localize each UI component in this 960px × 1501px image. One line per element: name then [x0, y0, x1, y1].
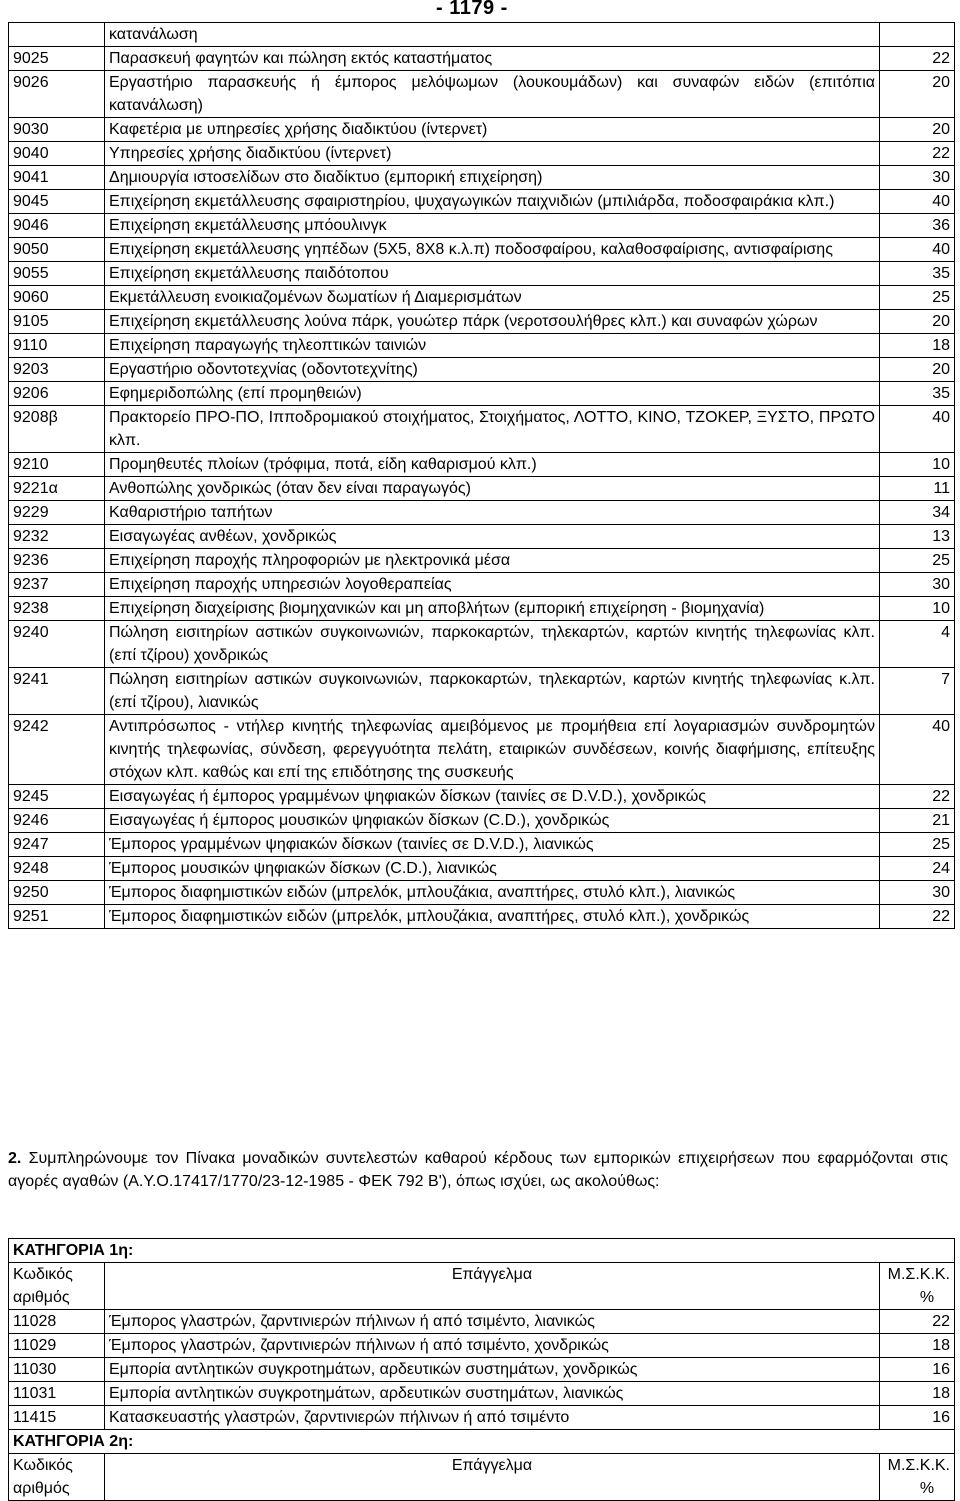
rate-cell: 18: [879, 1382, 954, 1406]
code-header-line1: Κωδικός: [13, 1266, 73, 1283]
description-cell: Έμπορος γλαστρών, ζαρντινιερών πήλινων ή από τσιμέντο, χονδρικώς: [105, 1334, 880, 1358]
description-cell: Εργαστήριο παρασκευής ή έμπορος μελόψωμων (λουκουμάδων) και συναφών ειδών (επιτόπια κατανάλωση): [105, 71, 880, 118]
description-cell: Έμπορος μουσικών ψηφιακών δίσκων (C.D.), λιανικώς: [105, 857, 880, 881]
code-cell: 9247: [9, 833, 105, 857]
table-row: [9, 47, 955, 71]
description-cell: Έμπορος διαφημιστικών ειδών (μπρελόκ, μπλουζάκια, αναπτήρες, στυλό κλπ.), λιανικώς: [105, 881, 880, 905]
table-row: [9, 406, 955, 453]
description-cell: Επιχείρηση παροχής πληροφοριών με ηλεκτρονικά μέσα: [105, 549, 880, 573]
code-header: [9, 1263, 105, 1310]
table-row: [9, 71, 955, 118]
table-row: [9, 857, 955, 881]
rate-cell: 20: [880, 358, 955, 382]
rate-cell: 18: [879, 1334, 954, 1358]
code-cell: 9025: [9, 47, 105, 71]
occupation-header: Επάγγελμα: [105, 1454, 880, 1501]
table-row: [9, 1358, 955, 1382]
table-row: [9, 715, 955, 785]
description-cell: Επιχείρηση παροχής υπηρεσιών λογοθεραπείας: [105, 573, 880, 597]
description-cell: Παρασκευή φαγητών και πώληση εκτός καταστήματος: [105, 47, 880, 71]
rate-cell: 18: [880, 334, 955, 358]
rate-cell: 22: [880, 142, 955, 166]
rate-cell: 40: [880, 715, 955, 785]
category-2-label: ΚΑΤΗΓΟΡΙΑ 2η:: [9, 1430, 955, 1454]
code-cell: 9241: [9, 668, 105, 715]
table-row: [9, 549, 955, 573]
table-row: [9, 1310, 955, 1334]
table-row: [9, 881, 955, 905]
description-cell: Εμπορία αντλητικών συγκροτημάτων, αρδευτικών συστημάτων, λιανικώς: [105, 1382, 880, 1406]
description-cell: Αντιπρόσωπος - ντήλερ κινητής τηλεφωνίας αμειβόμενος με προμήθεια επί λογαριασμών συνδρομητών κινητής τηλεφωνίας, σύνδεση, φερεγγυότητα πελάτη, εταιρικών συνδέσεων, κοινής διαφήμισης, επίτευξης στόχων κλπ. καθώς και επί της επιδότησης της συσκευής: [105, 715, 880, 785]
description-cell: Δημιουργία ιστοσελίδων στο διαδίκτυο (εμπορική επιχείρηση): [105, 166, 880, 190]
rate-cell: 40: [880, 406, 955, 453]
rate-header-line2: %: [919, 1480, 935, 1497]
code-cell: 9208β: [9, 406, 105, 453]
table-row: [9, 118, 955, 142]
rate-cell: 20: [880, 118, 955, 142]
code-cell: 11029: [9, 1334, 105, 1358]
code-header-line2: αριθμός: [13, 1289, 70, 1306]
code-cell: 9030: [9, 118, 105, 142]
description-cell: Επιχείρηση εκμετάλλευσης σφαιριστηρίου, ψυχαγωγικών παιχνιδιών (μπιλιάρδα, ποδοσφαιράκια κλπ.): [105, 190, 880, 214]
table-row: [9, 142, 955, 166]
table-row: [9, 262, 955, 286]
code-cell: 9245: [9, 785, 105, 809]
description-cell: Κατασκευαστής γλαστρών, ζαρντινιερών πήλινων ή από τσιμέντο: [105, 1406, 880, 1430]
table-row: [9, 334, 955, 358]
code-cell: 9229: [9, 501, 105, 525]
rate-cell: 16: [879, 1358, 954, 1382]
description-cell: Καφετέρια με υπηρεσίες χρήσης διαδικτύου (ίντερνετ): [105, 118, 880, 142]
table-row: [9, 1334, 955, 1358]
rate-cell: 25: [880, 549, 955, 573]
code-cell: 9041: [9, 166, 105, 190]
code-cell: 9232: [9, 525, 105, 549]
coefficients-table-continued: [8, 22, 955, 929]
rate-cell: 4: [880, 621, 955, 668]
rate-cell: 40: [880, 238, 955, 262]
rate-header-line1: Μ.Σ.Κ.Κ.: [887, 1457, 950, 1474]
code-cell: 9242: [9, 715, 105, 785]
rate-cell: 21: [880, 809, 955, 833]
occupation-header: Επάγγελμα: [105, 1263, 880, 1310]
code-header: [9, 1454, 105, 1501]
page-number: - 1179 -: [436, 0, 508, 19]
code-cell: 9203: [9, 358, 105, 382]
rate-cell: 22: [879, 1310, 954, 1334]
code-cell: [9, 23, 105, 47]
table-row: [9, 310, 955, 334]
code-cell: 9110: [9, 334, 105, 358]
rate-cell: 35: [880, 262, 955, 286]
description-cell: Επιχείρηση διαχείρισης βιομηχανικών και μη αποβλήτων (εμπορική επιχείρηση - βιομηχανία): [105, 597, 880, 621]
description-cell: Εισαγωγέας ανθέων, χονδρικώς: [105, 525, 880, 549]
table-row-continuation: [9, 23, 955, 47]
table-row: [9, 1406, 955, 1430]
rate-cell: 34: [880, 501, 955, 525]
code-cell: 9250: [9, 881, 105, 905]
paragraph-2: [8, 1147, 948, 1193]
table-row: [9, 785, 955, 809]
category-row-1: [9, 1239, 955, 1263]
code-cell: 11031: [9, 1382, 105, 1406]
description-cell: Επιχείρηση εκμετάλλευσης λούνα πάρκ, γουώτερ πάρκ (νεροτσουλήθρες κλπ.) και συναφών χώρων: [105, 310, 880, 334]
description-cell: Ανθοπώλης χονδρικώς (όταν δεν είναι παραγωγός): [105, 477, 880, 501]
code-cell: 9045: [9, 190, 105, 214]
description-cell: Πώληση εισιτηρίων αστικών συγκοινωνιών, παρκοκαρτών, τηλεκαρτών, καρτών κινητής τηλεφωνίας κ.λπ. (επί τζίρου), λιανικώς: [105, 668, 880, 715]
rate-cell: 11: [880, 477, 955, 501]
rate-cell: 10: [880, 597, 955, 621]
table-row: [9, 286, 955, 310]
code-cell: 9050: [9, 238, 105, 262]
table-row: [9, 166, 955, 190]
table-row: [9, 453, 955, 477]
code-cell: 9206: [9, 382, 105, 406]
category-table: [8, 1238, 955, 1501]
table-row: [9, 809, 955, 833]
table-row: [9, 238, 955, 262]
description-cell: Έμπορος γραμμένων ψηφιακών δίσκων (ταινίες σε D.V.D.), λιανικώς: [105, 833, 880, 857]
rate-cell: 36: [880, 214, 955, 238]
category-1-label: ΚΑΤΗΓΟΡΙΑ 1η:: [9, 1239, 955, 1263]
header-row-1: [9, 1263, 955, 1310]
rate-cell: 7: [880, 668, 955, 715]
code-cell: 9248: [9, 857, 105, 881]
table-row: [9, 382, 955, 406]
rate-cell: 22: [880, 785, 955, 809]
description-cell: Εισαγωγέας ή έμπορος μουσικών ψηφιακών δίσκων (C.D.), χονδρικώς: [105, 809, 880, 833]
rate-cell: 13: [880, 525, 955, 549]
description-cell: Προμηθευτές πλοίων (τρόφιμα, ποτά, είδη καθαρισμού κλπ.): [105, 453, 880, 477]
rate-cell: 35: [880, 382, 955, 406]
paragraph-number: 2.: [8, 1150, 29, 1167]
description-cell: Πώληση εισιτηρίων αστικών συγκοινωνιών, παρκοκαρτών, τηλεκαρτών, καρτών κινητής τηλεφωνίας κλπ. (επί τζίρου) χονδρικώς: [105, 621, 880, 668]
table-row: [9, 597, 955, 621]
description-cell: Εκμετάλλευση ενοικιαζομένων δωματίων ή Διαμερισμάτων: [105, 286, 880, 310]
table-row: [9, 190, 955, 214]
description-cell: Πρακτορείο ΠΡΟ-ΠΟ, Ιπποδρομιακού στοιχήματος, Στοιχήματος, ΛΟΤΤΟ, ΚΙΝΟ, ΤΖΟΚΕΡ, ΞΥΣΤΟ, ΠΡΩΤΟ κλπ.: [105, 406, 880, 453]
description-cell: Επιχείρηση εκμετάλλευσης παιδότοπου: [105, 262, 880, 286]
code-cell: 9251: [9, 905, 105, 929]
description-cell: Έμπορος διαφημιστικών ειδών (μπρελόκ, μπλουζάκια, αναπτήρες, στυλό κλπ.), χονδρικώς: [105, 905, 880, 929]
code-cell: 9210: [9, 453, 105, 477]
description-cell: Επιχείρηση εκμετάλλευσης γηπέδων (5Χ5, 8Χ8 κ.λ.π) ποδοσφαίρου, καλαθοσφαίρισης, αντισφαίρισης: [105, 238, 880, 262]
code-header-line2: αριθμός: [13, 1480, 70, 1497]
code-cell: 9237: [9, 573, 105, 597]
table-row: [9, 477, 955, 501]
header-row-2: [9, 1454, 955, 1501]
rate-cell: 25: [880, 286, 955, 310]
rate-cell: 10: [880, 453, 955, 477]
code-cell: 9240: [9, 621, 105, 668]
code-cell: 9055: [9, 262, 105, 286]
rate-cell: 30: [880, 573, 955, 597]
table-row: [9, 573, 955, 597]
table-row: [9, 833, 955, 857]
rate-cell: 25: [880, 833, 955, 857]
rate-cell: 30: [880, 166, 955, 190]
code-cell: 9221α: [9, 477, 105, 501]
code-cell: 9026: [9, 71, 105, 118]
rate-header: [879, 1263, 954, 1310]
table-row: [9, 1382, 955, 1406]
rate-cell: 30: [880, 881, 955, 905]
category-row-2: [9, 1430, 955, 1454]
table-row: [9, 668, 955, 715]
code-cell: 9246: [9, 809, 105, 833]
code-cell: 9060: [9, 286, 105, 310]
code-cell: 9236: [9, 549, 105, 573]
description-cell: Εφημεριδοπώλης (επί προμηθειών): [105, 382, 880, 406]
paragraph-text: Συμπληρώνουμε τον Πίνακα μοναδικών συντελεστών καθαρού κέρδους των εμπορικών επιχειρήσεων που εφαρμόζονται στις αγορές αγαθών (Α.Υ.Ο.17417/1770/23-12-1985 - ΦΕΚ 792 Β'), όπως ισχύει, ως ακολούθως:: [8, 1150, 948, 1190]
rate-cell: 22: [880, 905, 955, 929]
table-row: [9, 358, 955, 382]
code-cell: 9040: [9, 142, 105, 166]
rate-cell: 20: [880, 71, 955, 118]
table-row: [9, 905, 955, 929]
code-cell: 11415: [9, 1406, 105, 1430]
rate-header-line2: %: [919, 1289, 935, 1306]
rate-cell: 24: [880, 857, 955, 881]
description-cell: κατανάλωση: [105, 23, 880, 47]
rate-cell: 20: [880, 310, 955, 334]
description-cell: Εμπορία αντλητικών συγκροτημάτων, αρδευτικών συστημάτων, χονδρικώς: [105, 1358, 880, 1382]
description-cell: Επιχείρηση παραγωγής τηλεοπτικών ταινιών: [105, 334, 880, 358]
code-cell: 11030: [9, 1358, 105, 1382]
description-cell: Έμπορος γλαστρών, ζαρντινιερών πήλινων ή από τσιμέντο, λιανικώς: [105, 1310, 880, 1334]
rate-cell: 16: [879, 1406, 954, 1430]
description-cell: Καθαριστήριο ταπήτων: [105, 501, 880, 525]
rate-cell: [880, 23, 955, 47]
code-cell: 9238: [9, 597, 105, 621]
description-cell: Υπηρεσίες χρήσης διαδικτύου (ίντερνετ): [105, 142, 880, 166]
code-cell: 9046: [9, 214, 105, 238]
table-row: [9, 525, 955, 549]
code-cell: 11028: [9, 1310, 105, 1334]
table-row: [9, 214, 955, 238]
code-cell: 9105: [9, 310, 105, 334]
table-row: [9, 501, 955, 525]
rate-header: [879, 1454, 954, 1501]
rate-cell: 40: [880, 190, 955, 214]
rate-header-line1: Μ.Σ.Κ.Κ.: [887, 1266, 950, 1283]
description-cell: Εργαστήριο οδοντοτεχνίας (οδοντοτεχνίτης): [105, 358, 880, 382]
table-row: [9, 621, 955, 668]
description-cell: Επιχείρηση εκμετάλλευσης μπόουλινγκ: [105, 214, 880, 238]
rate-cell: 22: [880, 47, 955, 71]
code-header-line1: Κωδικός: [13, 1457, 73, 1474]
description-cell: Εισαγωγέας ή έμπορος γραμμένων ψηφιακών δίσκων (ταινίες σε D.V.D.), χονδρικώς: [105, 785, 880, 809]
